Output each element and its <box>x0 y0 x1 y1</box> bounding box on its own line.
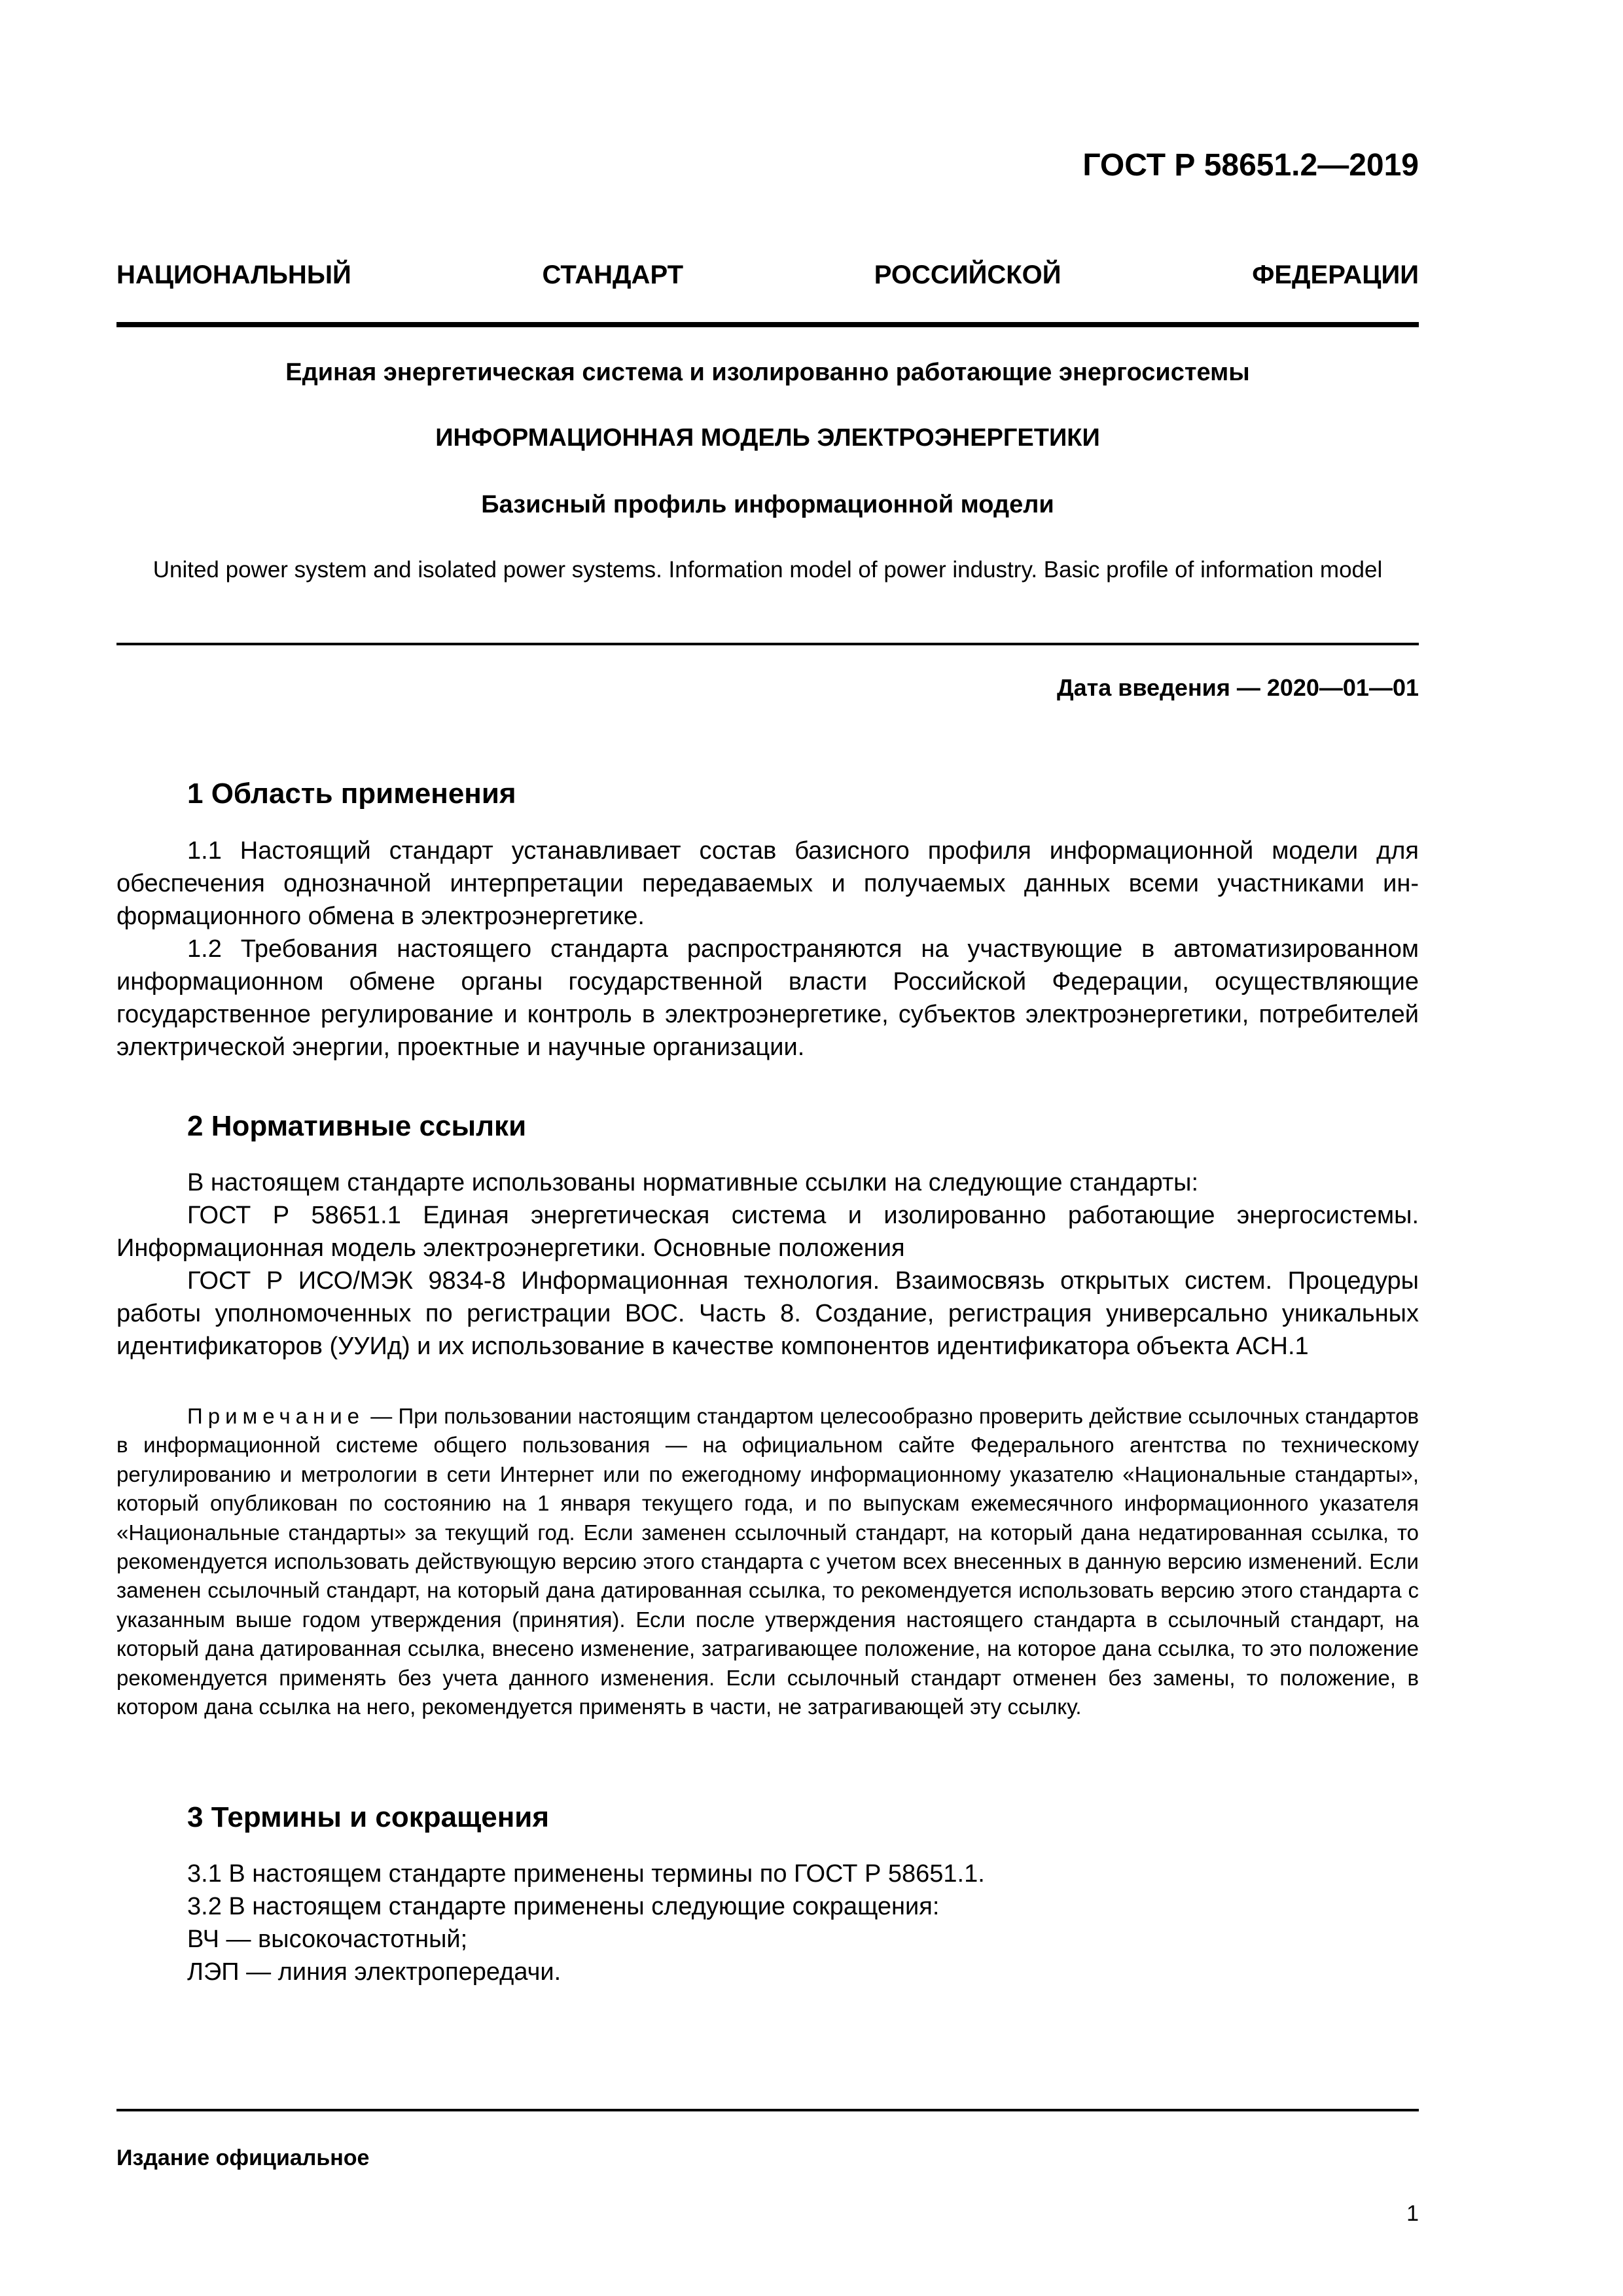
section-3-body <box>187 1857 985 1988</box>
note-label: Примечание <box>187 1404 365 1428</box>
english-title: United power system and isolated power systems. Information model of power industry. Basic profile of information model <box>152 557 1383 583</box>
section-1-body <box>116 834 1419 1064</box>
references-intro: В настоящем стандарте использованы нормативные ссылки на следующие стандарты: <box>187 1169 1199 1196</box>
abbreviation-lep: ЛЭП — линия электропередачи. <box>187 1958 562 1986</box>
paragraph-1-1: 1.1 Настоящий стандарт устанавливает состав базисного профиля информационной модели для обеспечения однозначной интерпретации передаваемых и получаемых данных всеми участниками информационного обмена в электроэнергетике. <box>116 837 1419 930</box>
abbreviation-vch: ВЧ — высокочастотный; <box>187 1926 468 1953</box>
document-page <box>116 0 1419 2296</box>
section-3-heading: 3 Термины и сокращения <box>187 1801 550 1833</box>
header-rule <box>116 322 1419 327</box>
reference-gost-58651-1: ГОСТ Р 58651.1 Единая энергетическая система и изолированно работающие энергосистемы. Информационная модель электроэнергетики. Основные положения <box>116 1202 1419 1262</box>
note-text: — При пользовании настоящим стандартом целесообразно проверить действие ссылочных стандартов в информационной системе общего пользования — на официальном сайте Федерального агентства по техническому регулированию и метрологии в сети Интернет или по ежегодному информационному указателю «Национальные стандарты», который опубликован по состоянию на 1 января текущего года, и по выпускам ежемесячного информационного указателя «Национальные стандарты» за текущий год. Если заменен ссылочный стандарт, на который дана недатированная ссылка, то рекомендуется использовать действующую версию этого стандарта с учетом всех внесенных в данную версию изменений. Если заменен ссылочный стандарт, на который дана датированная ссылка, то рекомендуется использовать версию этого стандарта с указанным выше годом утверждения (принятия). Если после утверждения настоящего стандарта в ссылочный стандарт, на который дана датированная ссылка, внесено изменение, затрагивающее положение, на которое дана ссылка, то это положение рекомендуется применять без учета данного изменения. Если ссылочный стандарт отменен без замены, то положение, в котором дана ссылка на него, рекомендуется применять в части, не затрагивающей эту ссылку. <box>116 1404 1419 1719</box>
footer-rule <box>116 2109 1419 2111</box>
reference-iso-9834-8: ГОСТ Р ИСО/МЭК 9834-8 Информационная технология. Взаимосвязь открытых систем. Процедуры работы уполномоченных по регистрации ВОС. Часть 8. Создание, регистрация универсально уникальных идентификаторов (УУИд) и их использование в качестве компонентов идентификатора объекта АСН.1 <box>116 1267 1419 1360</box>
national-standard-banner: НАЦИОНАЛЬНЫЙ СТАНДАРТ РОССИЙСКОЙ ФЕДЕРАЦИИ <box>116 260 1419 289</box>
note-block <box>116 1402 1419 1721</box>
section-2-heading: 2 Нормативные ссылки <box>187 1110 527 1142</box>
page-number: 1 <box>1406 2201 1419 2226</box>
official-edition-label: Издание официальное <box>116 2145 370 2170</box>
gost-code: ГОСТ Р 58651.2—2019 <box>1082 148 1419 183</box>
paragraph-3-1: 3.1 В настоящем стандарте применены термины по ГОСТ Р 58651.1. <box>187 1860 985 1888</box>
note-paragraph <box>116 1402 1419 1721</box>
paragraph-1-2: 1.2 Требования настоящего стандарта распространяются на участвующие в автоматизированном информационном обмене органы государственной власти Российской Федерации, осуществляющие государственное регулирование и контроль в электроэнергетике, субъектов электроэнергетики, потребителей электрической энергии, проектные и научные организации. <box>116 935 1419 1061</box>
sub-title: Базисный профиль информационной модели <box>481 491 1054 518</box>
title-rule <box>116 643 1419 645</box>
section-2-body <box>116 1166 1419 1363</box>
introduction-date: Дата введения — 2020—01—01 <box>1056 674 1419 701</box>
paragraph-3-2: 3.2 В настоящем стандарте применены следующие сокращения: <box>187 1893 940 1920</box>
series-title: Единая энергетическая система и изолированно работающие энергосистемы <box>285 359 1250 386</box>
main-title: ИНФОРМАЦИОННАЯ МОДЕЛЬ ЭЛЕКТРОЭНЕРГЕТИКИ <box>435 424 1100 452</box>
section-1-heading: 1 Область применения <box>187 778 516 810</box>
